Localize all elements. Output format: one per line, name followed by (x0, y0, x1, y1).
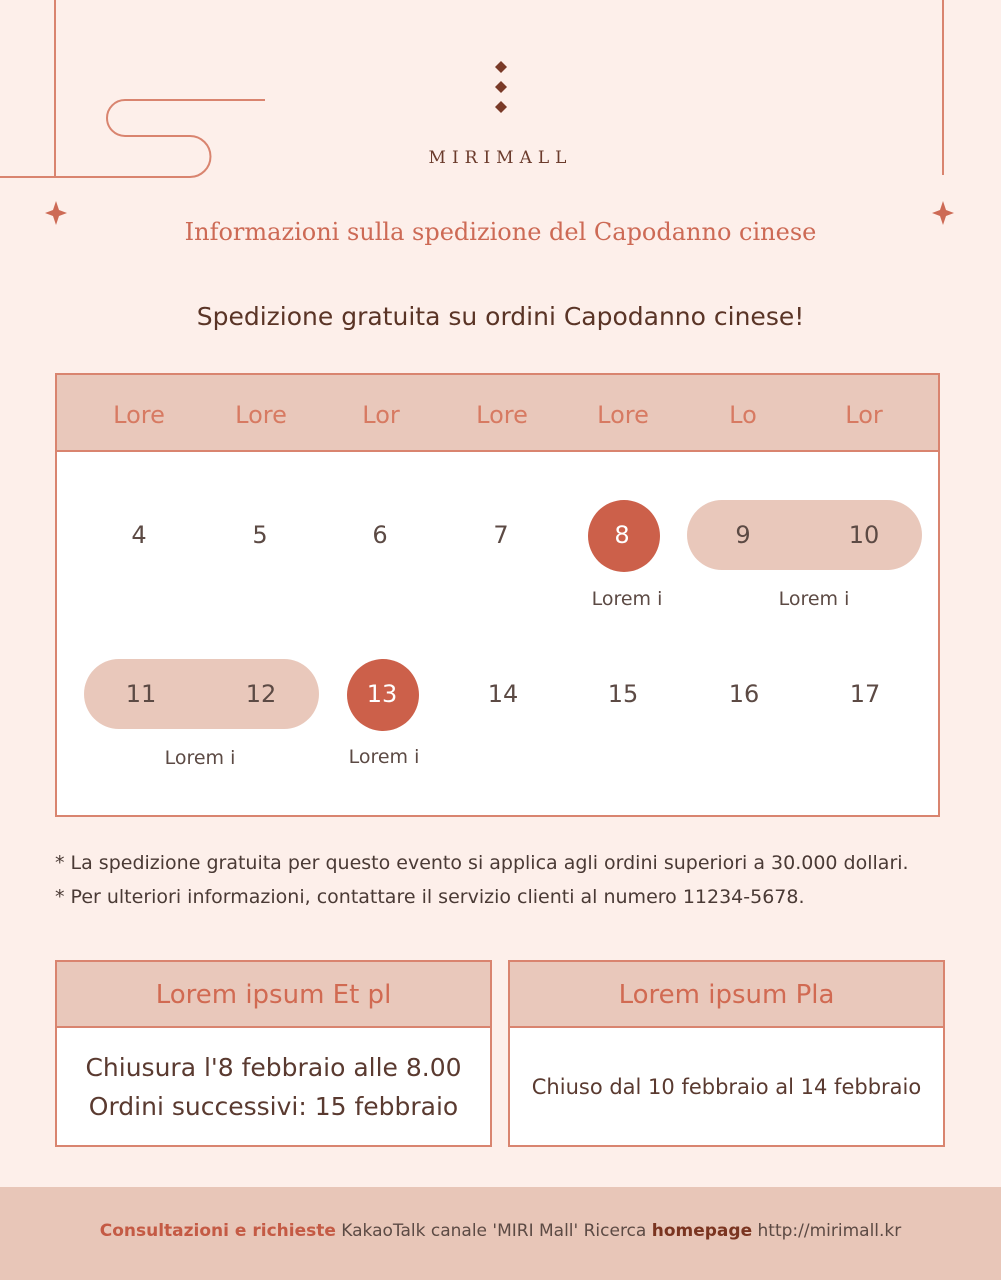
calendar-day: 6 (372, 521, 388, 549)
weekday-label: Lor (362, 401, 400, 429)
calendar-day: 4 (131, 521, 147, 549)
calendar-day: 14 (487, 680, 519, 708)
weekday-label: Lore (476, 401, 528, 429)
weekday-header (57, 375, 938, 452)
weekday-label: Lo (729, 401, 757, 429)
calendar-day: 11 (125, 680, 157, 708)
info-box-line: Chiusura l'8 febbraio alle 8.00 (85, 1052, 462, 1082)
notes-section (55, 846, 965, 914)
footer-contact (0, 1187, 1001, 1280)
shipping-calendar (55, 373, 940, 817)
info-box-line: Ordini successivi: 15 febbraio (88, 1091, 459, 1121)
calendar-day: 5 (252, 521, 268, 549)
weekday-label: Lore (597, 401, 649, 429)
weekday-label: Lore (113, 401, 165, 429)
range-note: Lorem i (164, 747, 236, 769)
day-note: Lorem i (348, 746, 420, 768)
weekday-label: Lore (235, 401, 287, 429)
info-box-line: Chiuso dal 10 febbraio al 14 febbraio (531, 1074, 922, 1099)
brand-logo: MIRIMALL (428, 148, 573, 168)
calendar-day: 7 (493, 521, 509, 549)
info-box-title: Lorem ipsum Et pl (57, 962, 490, 1028)
info-box-body (510, 1028, 943, 1145)
info-box-body (57, 1028, 490, 1145)
calendar-day: 9 (735, 521, 751, 549)
footer-label: Consultazioni e richieste (99, 1221, 336, 1241)
calendar-day: 10 (848, 521, 880, 549)
weekday-label: Lor (845, 401, 883, 429)
calendar-day: 15 (607, 680, 639, 708)
info-box-title: Lorem ipsum Pla (510, 962, 943, 1028)
footer-text: KakaoTalk canale 'MIRI Mall' Ricerca (335, 1221, 652, 1241)
note-line: * La spedizione gratuita per questo evento si applica agli ordini superiori a 30.000 dollari. (55, 852, 909, 874)
calendar-day: 17 (849, 680, 881, 708)
calendar-day: 12 (245, 680, 277, 708)
range-note: Lorem i (778, 588, 850, 610)
footer-homepage-label: homepage (651, 1221, 753, 1241)
footer-url[interactable]: http://mirimall.kr (752, 1221, 902, 1241)
day-note: Lorem i (591, 588, 663, 610)
page-headline: Spedizione gratuita su ordini Capodanno cinese! (196, 302, 805, 331)
info-box (55, 960, 492, 1147)
calendar-day: 16 (728, 680, 760, 708)
calendar-day-highlighted: 8 (614, 521, 630, 549)
calendar-day-highlighted: 13 (366, 680, 398, 708)
note-line: * Per ulteriori informazioni, contattare il servizio clienti al numero 11234-5678. (55, 886, 805, 908)
page-subtitle: Informazioni sulla spedizione del Capodanno cinese (184, 218, 817, 246)
info-box (508, 960, 945, 1147)
diamond-icon (493, 60, 509, 116)
